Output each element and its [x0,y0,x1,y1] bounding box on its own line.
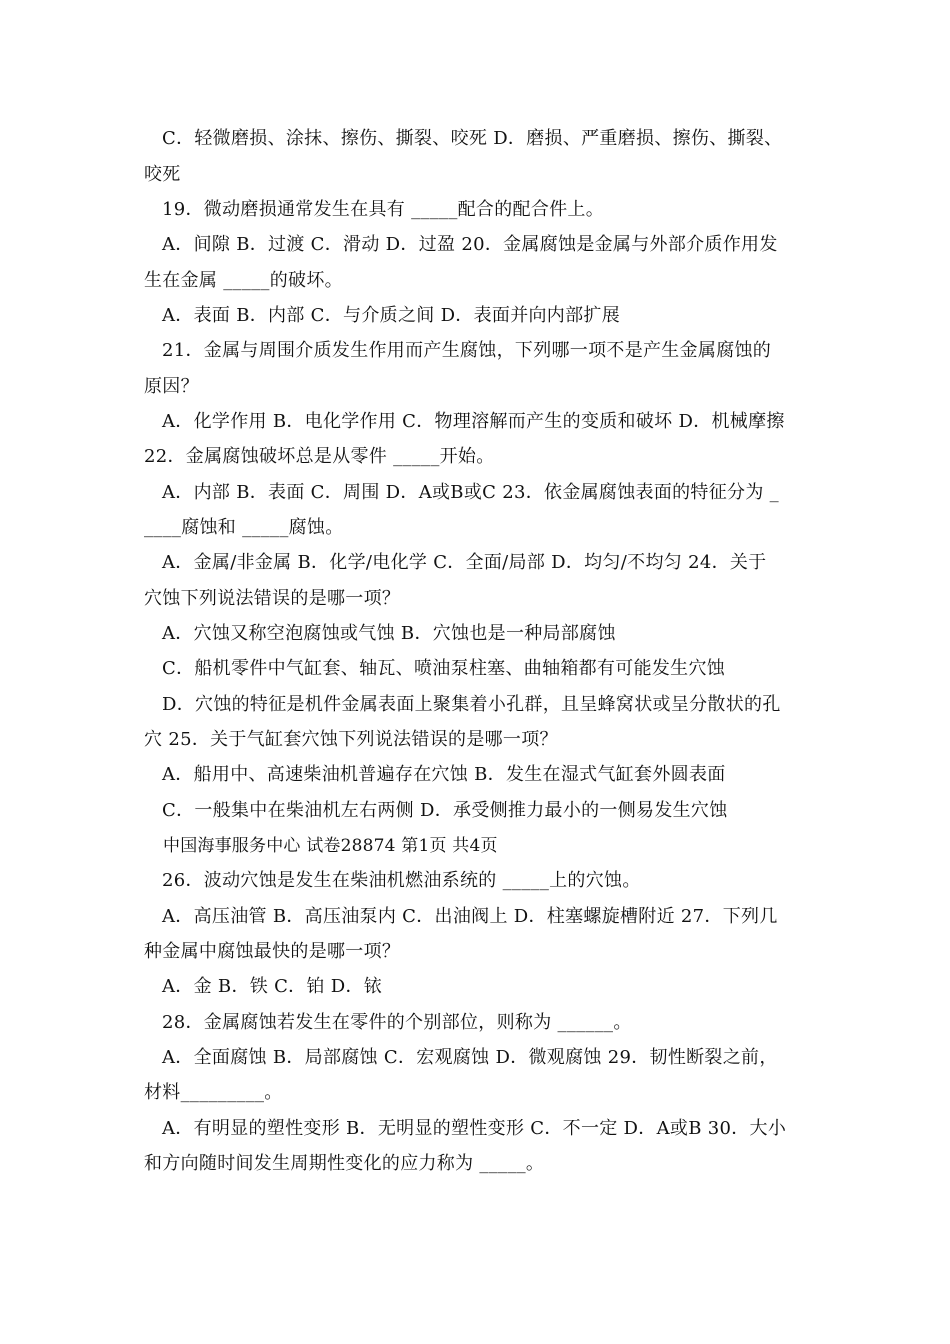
text-line: 原因？ [144,376,199,397]
options-19-question-20: A．间隙 B．过渡 C．滑动 D．过盈 20．金属腐蚀是金属与外部介质作用发 [162,234,778,255]
text-line: C．轻微磨损、涂抹、擦伤、撕裂、咬死 D．磨损、严重磨损、擦伤、撕裂、 [162,128,783,149]
options-22-question-23: A．内部 B．表面 C．周围 D．A或B或C 23．依金属腐蚀表面的特征分为 _ [162,482,779,503]
question-22: 22．金属腐蚀破坏总是从零件 _____开始。 [144,446,495,467]
text-line: 和方向随时间发生周期性变化的应力称为 _____。 [144,1153,545,1174]
text-line: 咬死 [144,164,181,185]
options-27: A．金 B．铁 C．铂 D．铱 [162,976,383,997]
question-26: 26．波动穴蚀是发生在柴油机燃油系统的 _____上的穴蚀。 [162,870,641,891]
option-24-c: C．船机零件中气缸套、轴瓦、喷油泵柱塞、曲轴箱都有可能发生穴蚀 [162,658,726,679]
question-28: 28．金属腐蚀若发生在零件的个别部位，则称为 ______。 [162,1012,632,1033]
options-20: A．表面 B．内部 C．与介质之间 D．表面并向内部扩展 [162,305,620,326]
options-25-c-d: C．一般集中在柴油机左右两侧 D．承受侧推力最小的一侧易发生穴蚀 [162,800,728,821]
option-24-d: D．穴蚀的特征是机件金属表面上聚集着小孔群，且呈蜂窝状或呈分散状的孔 [162,694,781,715]
text-line: 穴蚀下列说法错误的是哪一项？ [144,588,401,609]
options-21: A．化学作用 B．电化学作用 C．物理溶解而产生的变质和破坏 D．机械摩擦 [162,411,785,432]
options-25-a-b: A．船用中、高速柴油机普遍存在穴蚀 B．发生在湿式气缸套外圆表面 [162,764,726,785]
question-19: 19．微动磨损通常发生在具有 _____配合的配合件上。 [162,199,605,220]
options-23-question-24: A．金属/非金属 B．化学/电化学 C．全面/局部 D．均匀/不均匀 24．关于 [162,552,767,573]
text-line: 种金属中腐蚀最快的是哪一项？ [144,941,401,962]
question-21: 21．金属与周围介质发生作用而产生腐蚀，下列哪一项不是产生金属腐蚀的 [162,340,772,361]
page-footer: 中国海事服务中心 试卷28874 第1页 共4页 [163,836,498,856]
text-line: 材料_________。 [144,1082,283,1103]
options-28-question-29: A．全面腐蚀 B．局部腐蚀 C．宏观腐蚀 D．微观腐蚀 29．韧性断裂之前， [162,1047,778,1068]
text-line: 生在金属 _____的破坏。 [144,270,343,291]
text-line: ____腐蚀和 _____腐蚀。 [144,517,344,538]
options-24-a-b: A．穴蚀又称空泡腐蚀或气蚀 B．穴蚀也是一种局部腐蚀 [162,623,616,644]
options-29-question-30: A．有明显的塑性变形 B．无明显的塑性变形 C．不一定 D．A或B 30．大小 [162,1118,787,1139]
question-25: 穴 25．关于气缸套穴蚀下列说法错误的是哪一项？ [144,729,558,750]
options-26-question-27: A．高压油管 B．高压油泵内 C．出油阀上 D．柱塞螺旋槽附近 27．下列几 [162,906,778,927]
